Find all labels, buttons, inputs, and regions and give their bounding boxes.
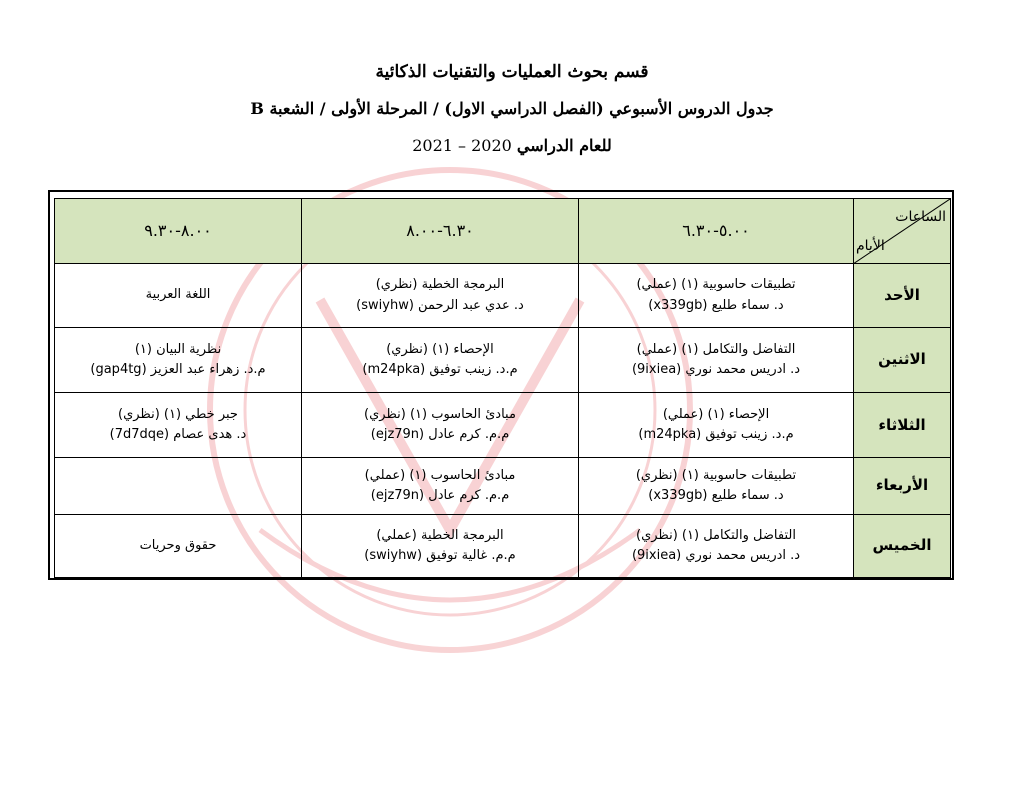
instructor-name: د. ادريس محمد نوري (9ixiea) xyxy=(631,361,801,377)
corner-days-label: الأيام xyxy=(856,237,885,254)
instructor-name: م.د. زهراء عبد العزيز (gap4tg) xyxy=(90,361,266,377)
instructor-name: م.د. زينب توفيق (m24pka) xyxy=(638,427,794,443)
class-cell xyxy=(579,393,854,458)
department-title: قسم بحوث العمليات والتقنيات الذكائية xyxy=(375,62,649,82)
course-name: الإحصاء (١) (نظري) xyxy=(386,341,494,357)
time-slot-header: ٦.٣٠-٨.٠٠ xyxy=(302,199,579,264)
header-row xyxy=(55,199,951,264)
class-cell xyxy=(55,514,302,577)
class-cell xyxy=(302,264,579,327)
corner-hours-label: الساعات xyxy=(895,209,946,225)
course-name: نظرية البيان (١) xyxy=(134,341,222,357)
table-row xyxy=(55,264,951,327)
instructor-name: م.م. كرم عادل (ejz79n) xyxy=(370,488,510,503)
academic-year xyxy=(0,136,1024,155)
academic-year-value: 2020 – 2021 xyxy=(412,136,512,155)
schedule-title: جدول الدروس الأسبوعي (الفصل الدراسي الاول) / المرحلة الأولى / الشعبة B xyxy=(250,99,774,118)
course-name: التفاضل والتكامل (١) (نظري) xyxy=(636,527,796,543)
class-cell xyxy=(579,458,854,514)
course-name: مبادئ الحاسوب (١) (عملي) xyxy=(364,467,516,483)
course-name: البرمجة الخطية (عملي) xyxy=(376,527,504,543)
corner-cell xyxy=(854,199,951,264)
course-name: حقوق وحريات xyxy=(139,537,217,553)
course-name: مبادئ الحاسوب (١) (نظري) xyxy=(364,407,516,423)
day-cell: الأحد xyxy=(854,264,951,327)
schedule-table xyxy=(54,198,951,578)
instructor-name: م.د. زينب توفيق (m24pka) xyxy=(362,361,518,377)
day-cell: الخميس xyxy=(854,514,951,577)
table-row xyxy=(55,393,951,458)
instructor-name: د. هدى عصام (7d7dqe) xyxy=(109,427,247,443)
class-cell xyxy=(579,327,854,392)
course-name: التفاضل والتكامل (١) (عملي) xyxy=(636,341,796,357)
class-cell xyxy=(302,458,579,514)
class-cell xyxy=(302,514,579,577)
instructor-name: م.م. غالية توفيق (swiyhw) xyxy=(364,547,516,563)
table-row xyxy=(55,458,951,514)
time-slot-header: ٨.٠٠-٩.٣٠ xyxy=(55,199,302,264)
course-name: جبر خطي (١) (نظري) xyxy=(118,407,238,423)
class-cell xyxy=(55,264,302,327)
time-slot-header: ٥.٠٠-٦.٣٠ xyxy=(579,199,854,264)
class-cell xyxy=(579,264,854,327)
class-cell xyxy=(55,393,302,458)
table-row xyxy=(55,327,951,392)
academic-year-label: للعام الدراسي xyxy=(516,136,612,155)
course-name: تطبيقات حاسوبية (١) (عملي) xyxy=(636,277,796,293)
instructor-name: م.م. كرم عادل (ejz79n) xyxy=(370,427,510,443)
class-cell xyxy=(579,514,854,577)
course-name: البرمجة الخطية (نظري) xyxy=(375,277,505,293)
instructor-name: د. عدي عبد الرحمن (swiyhw) xyxy=(356,297,524,313)
class-cell xyxy=(55,327,302,392)
instructor-name: د. ادريس محمد نوري (9ixiea) xyxy=(631,547,801,563)
table-row xyxy=(55,514,951,577)
course-name: تطبيقات حاسوبية (١) (نظري) xyxy=(635,467,797,483)
schedule-table-frame xyxy=(48,190,954,580)
class-cell xyxy=(302,327,579,392)
instructor-name: د. سماء طليع (x339gb) xyxy=(648,297,784,313)
instructor-name: د. سماء طليع (x339gb) xyxy=(648,488,784,503)
day-cell: الثلاثاء xyxy=(854,393,951,458)
day-cell: الأربعاء xyxy=(854,458,951,514)
course-name: الإحصاء (١) (عملي) xyxy=(662,407,770,423)
class-cell xyxy=(302,393,579,458)
day-cell: الاثنين xyxy=(854,327,951,392)
course-name: اللغة العربية xyxy=(145,287,211,303)
empty-cell xyxy=(55,458,302,514)
